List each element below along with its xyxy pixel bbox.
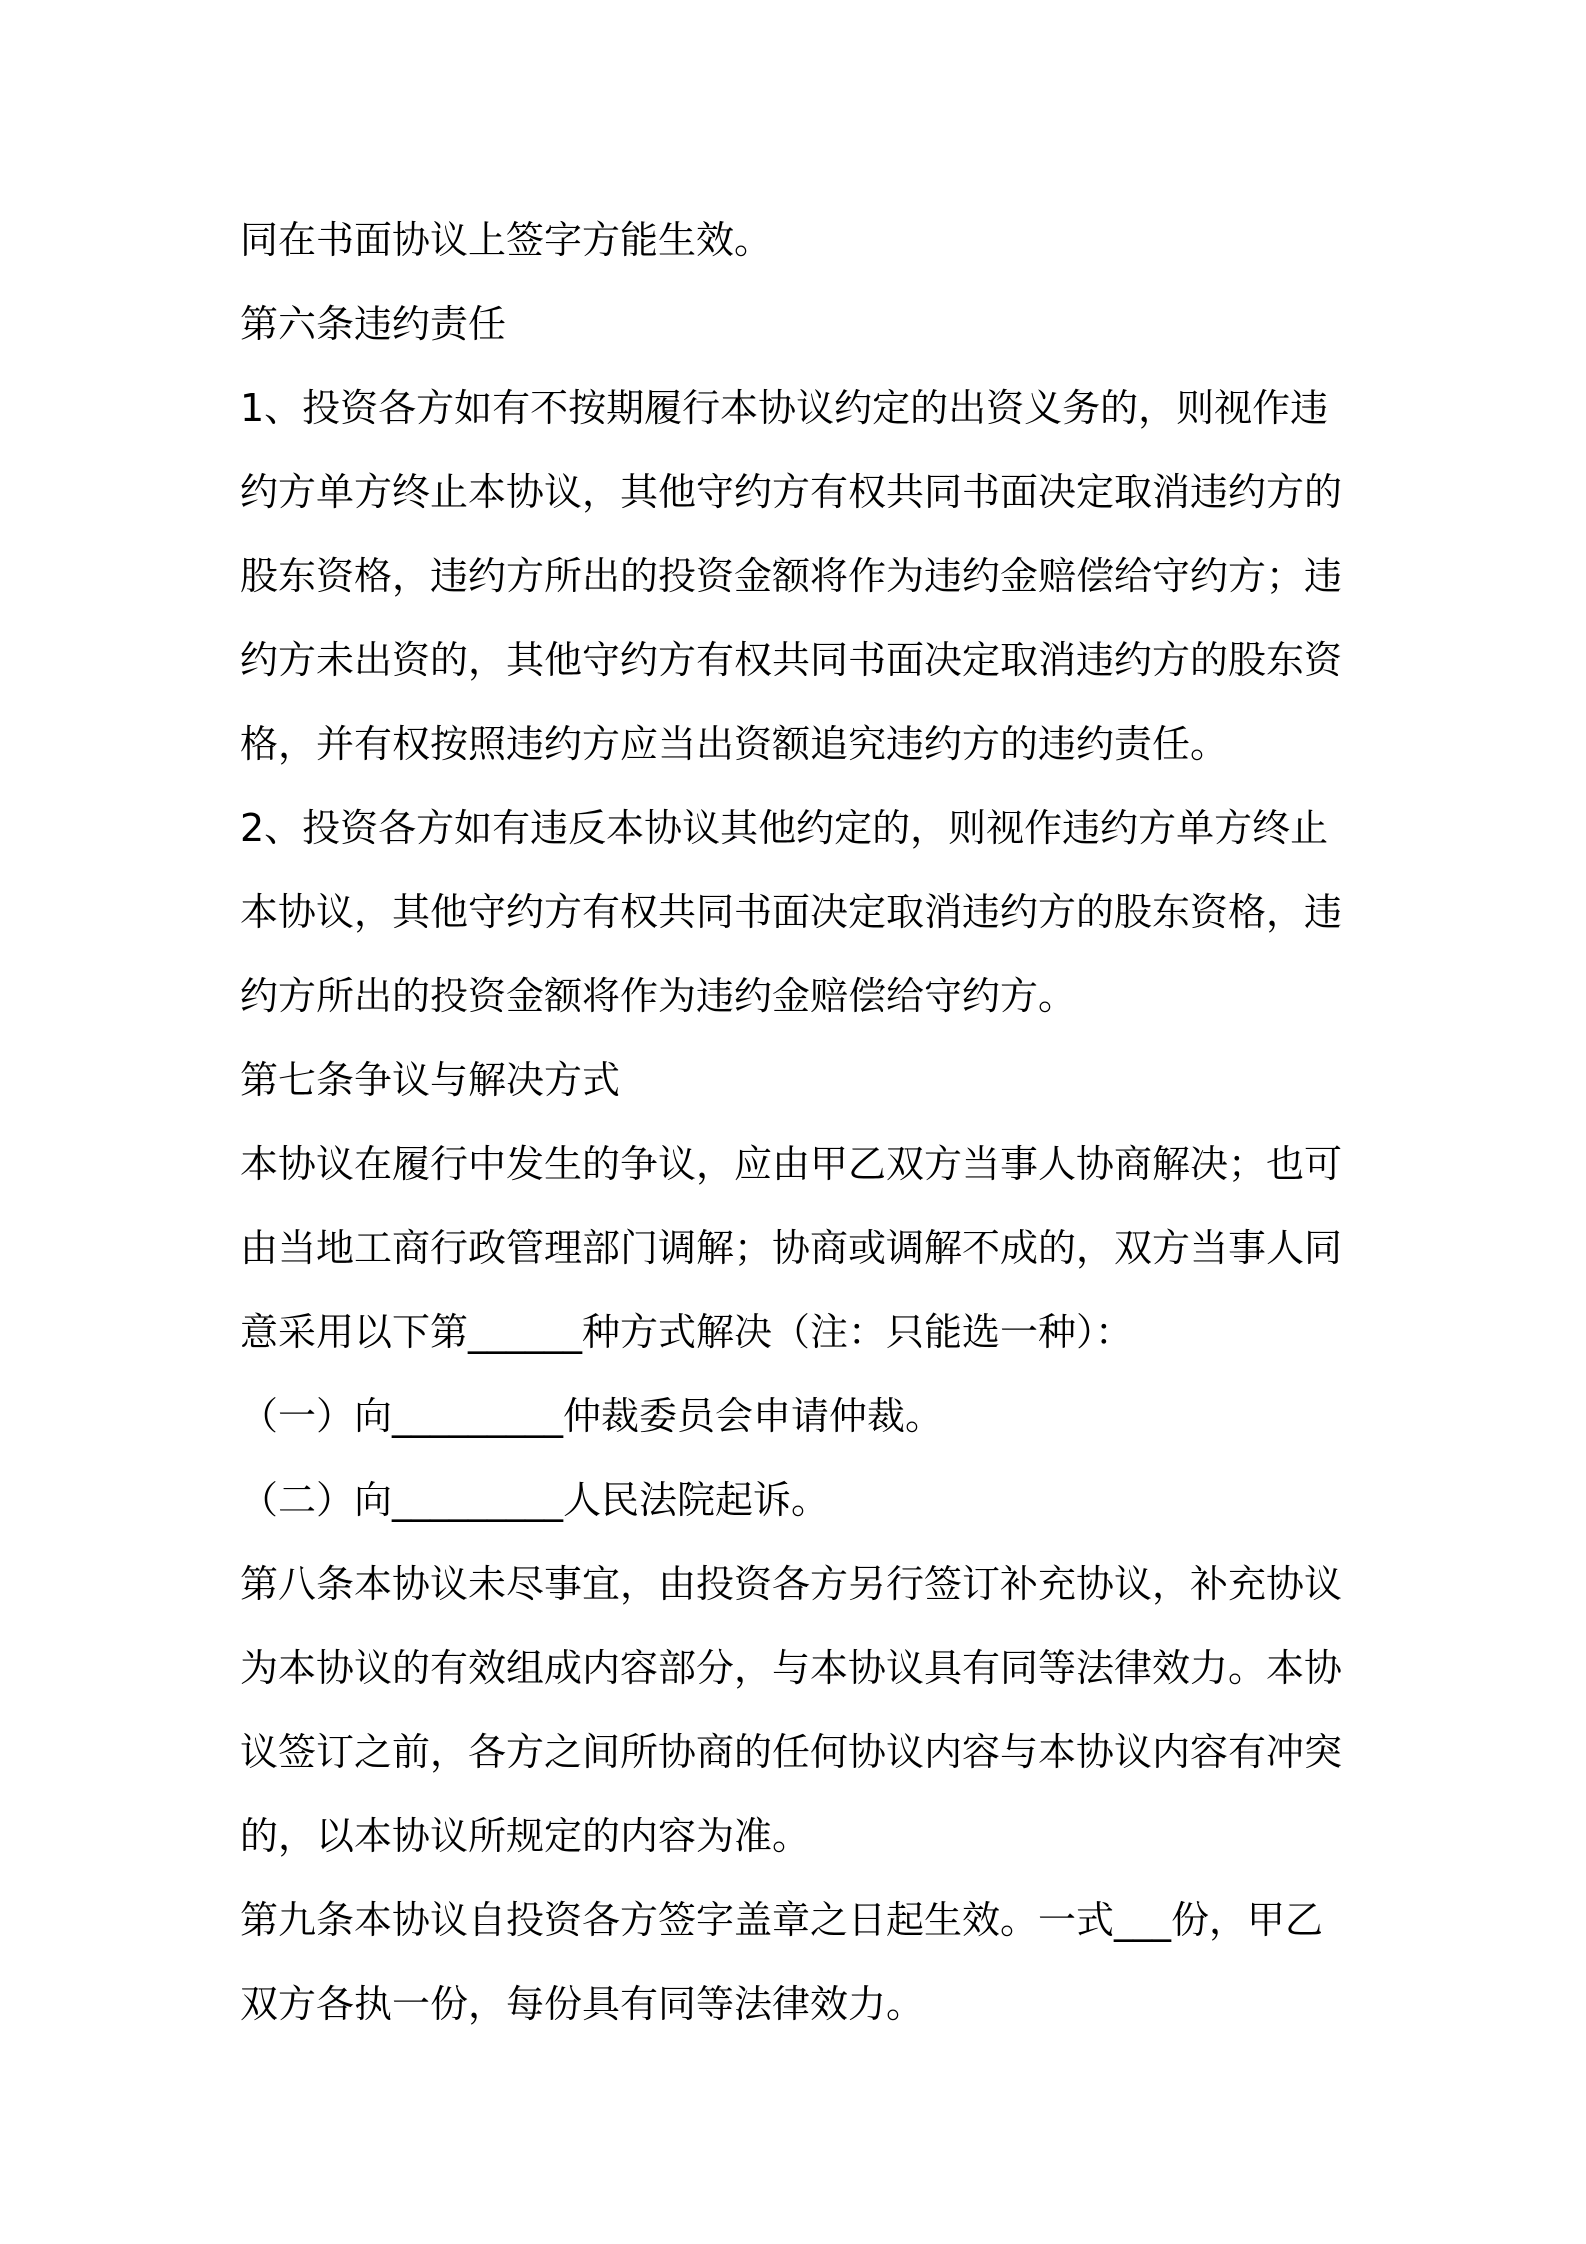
article-6-clause-1: 1、投资各方如有不按期履行本协议约定的出资义务的，则视作违约方单方终止本协议，其他守约方有权共同书面决定取消违约方的股东资格，违约方所出的投资金额将作为违约金赔偿给守约方；违约方未出资的，其他守约方有权共同书面决定取消违约方的股东资格，并有权按照违约方应当出资额追究违约方的违约责任。 xyxy=(240,386,1343,766)
article-7-option-court: （二）向_________人民法院起诉。 xyxy=(240,1478,830,1522)
article-6-heading: 第六条违约责任 xyxy=(240,302,507,346)
article-9: 第九条本协议自投资各方签字盖章之日起生效。一式___份，甲乙双方各执一份，每份具有同等法律效力。 xyxy=(240,1898,1324,2026)
document-body xyxy=(240,198,1360,2046)
article-7-option-arbitration: （一）向_________仲裁委员会申请仲裁。 xyxy=(240,1394,944,1438)
article-7-heading: 第七条争议与解决方式 xyxy=(240,1058,621,1102)
article-8: 第八条本协议未尽事宜，由投资各方另行签订补充协议，补充协议为本协议的有效组成内容部分，与本协议具有同等法律效力。本协议签订之前，各方之间所协商的任何协议内容与本协议内容有冲突的，以本协议所规定的内容为准。 xyxy=(240,1562,1343,1858)
paragraph-continuation: 同在书面协议上签字方能生效。 xyxy=(240,218,773,262)
article-6-clause-2: 2、投资各方如有违反本协议其他约定的，则视作违约方单方终止本协议，其他守约方有权共同书面决定取消违约方的股东资格，违约方所出的投资金额将作为违约金赔偿给守约方。 xyxy=(240,806,1343,1018)
article-7-body: 本协议在履行中发生的争议，应由甲乙双方当事人协商解决；也可由当地工商行政管理部门调解；协商或调解不成的，双方当事人同意采用以下第______种方式解决（注：只能选一种）： xyxy=(240,1142,1343,1354)
